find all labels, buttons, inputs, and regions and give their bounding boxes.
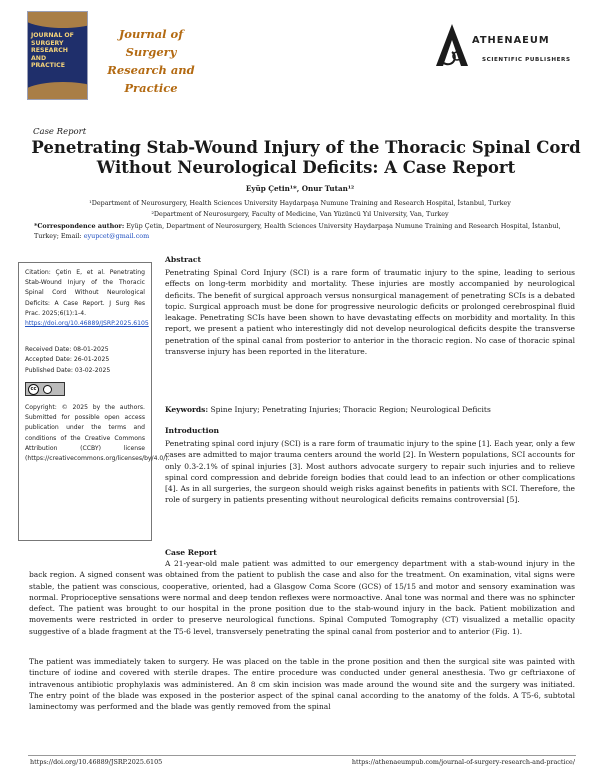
abstract-heading: Abstract: [165, 255, 202, 264]
case-report-text: [29, 558, 575, 637]
accepted-date: Accepted Date: 26-01-2025: [25, 356, 110, 364]
keywords-text: Spine Injury; Penetrating Injuries; Thoracic Region; Neurological Deficits: [208, 405, 491, 414]
article-type-label: Case Report: [33, 127, 87, 137]
correspondence: [34, 221, 569, 241]
keywords-label: Keywords:: [165, 405, 209, 414]
abstract-text: Penetrating Spinal Cord Injury (SCI) is a rare form of traumatic injury to the spine, leading to serious effects on long-term morbidity and mortality. These injuries are mostly accompanied by neurological deficits. The benefit of surgical approach versus nonsurgical management of penetrating SCIs is a debated topic. Surgical approach must be done for progressive neurologic deficits or prolonged cerebrospinal fluid leakage. Penetrating SCIs have been shown to have devastating effects on morbidity and mortality. In this report, we present a patient who interestingly did not develop neurological deficits despite the transverse penetration of the spinal canal from posterior to anterior in the thoracic region. No case of thoracic spinal transverse injury has been reported in the literature.: [165, 268, 575, 357]
athenaeum-logo-icon: [432, 22, 472, 68]
authors: Eyüp Çetin¹*, Onur Tutan¹²: [245, 184, 355, 193]
footer-journal-url: https://athenaeumpub.com/journal-of-surgery-research-and-practice/: [351, 758, 575, 766]
introduction-heading: Introduction: [165, 426, 220, 435]
case-report-paragraph-2: The patient was immediately taken to surgery. He was placed on the table in the prone position and then the surgical site was painted with tincture of iodine and covered with sterile drapes. The entire procedure was conducted under general anesthesia. Two gr ceftriaxone of intravenous antibiotic prophylaxis was administered. An 8 cm skin incision was made around the wound site and the surgery was initiated. The entry point of the blade was exposed in the posterior aspect of the spinal canal according to the anatomy of the folds. A T5-6, subtotal laminectomy was performed and the blade was gently removed from the spinal: [29, 657, 575, 712]
publisher-subtitle: SCIENTIFIC PUBLISHERS: [482, 57, 571, 63]
correspondence-email-link[interactable]: eyupcet@gmail.com: [83, 232, 150, 240]
cover-wave-decoration: [27, 82, 88, 100]
cc-by-license-icon: cc: [25, 382, 65, 396]
published-date: Published Date: 03-02-2025: [25, 366, 111, 374]
affiliation-2: ²Department of Neurosurgery, Faculty of Medicine, Van Yüzüncü Yıl University, Van, Turkey: [151, 210, 449, 218]
cover-wave-decoration: [27, 11, 88, 28]
copyright-text: Copyright: © 2025 by the authors. Submitted for possible open access publication under the terms and conditions of the Creative Commons Attribution (CCBY) license (https://creativecommons.org/licenses/by/4.0/).: [25, 404, 170, 463]
case-report-heading: Case Report: [165, 548, 217, 557]
correspondence-label: *Correspondence author:: [34, 222, 125, 230]
introduction-text: Penetrating spinal cord injury (SCI) is a rare form of traumatic injury to the spine [1]. Each year, only a few cases are admitted to major trauma centers around the world [2]. In Western populations, SCI accounts for only 0.3-2.1% of spinal injuries [3]. Most authors advocate surgery to repair such injuries and to relieve spinal cord compression and debride foreign bodies that could lead to an infection or other complications [4]. As in all surgeries, the surgeon should weigh risks against benefits in patients with SCI. Therefore, the role of surgery in patients presenting without neurological deficits remains controversial [5].: [165, 439, 575, 505]
journal-name: Journal of Surgery Research and Practice: [107, 27, 195, 95]
cover-text: JOURNAL OF SURGERY RESEARCH AND PRACTICE: [31, 32, 74, 70]
footer-doi: https://doi.org/10.46889/JSRP.2025.6105: [30, 758, 163, 766]
affiliation-1: ¹Department of Neurosurgery, Health Sciences University Haydarpaşa Numune Training and Research Hospital, İstanbul, Turkey: [89, 199, 511, 207]
footer-divider: [28, 755, 576, 756]
correspondence-text: Eyüp Çetin, Department of Neurosurgery, Health Sciences University Haydarpaşa Numune Training and Research Hospital, İstanbul, Turkey; Email:: [34, 222, 561, 240]
citation-text: Citation: Çetin E, et al. Penetrating Stab-Wound Injury of the Thoracic Spinal Cord Without Neurological Deficits: A Case Report. J Surg Res Prac. 2025;6(1):1-4.: [25, 269, 145, 317]
by-person-icon: [43, 385, 52, 394]
case-report-paragraph-1: A 21-year-old male patient was admitted to our emergency department with a stab-wound injury in the back region. A signed consent was obtained from the patient to publish the case and also for the treatment. On examination, vital signs were stable, the patient was conscious, cooperative, oriented, had a Glasgow Coma Score (GCS) of 15/15 and motor and sensory examination was normal. Proprioceptive sensations were normal and deep tendon reflexes were normoactive. Anal tone was normal and there was no sphincter defect. The patient was brought to our hospital in the prone position due to the stab-wound injury in the back. Patient mobilization and movements were restricted in order to preserve neurological functions. Spinal Computed Tomography (CT) visualized a metallic opacity suggestive of a blade fragment at the T5-6 level, transversely penetrating the spinal canal from posterior and to anterior (Fig. 1).: [29, 559, 575, 636]
article-title: Penetrating Stab-Wound Injury of the Thoracic Spinal Cord Without Neurological Deficits: A Case Report: [31, 138, 581, 177]
citation-sidebar: [18, 262, 170, 541]
publisher-name: ATHENAEUM: [472, 35, 550, 46]
journal-cover-thumbnail: [27, 11, 88, 100]
keywords: [165, 405, 491, 414]
received-date: Received Date: 08-01-2025: [25, 346, 109, 354]
sidebar-doi-link[interactable]: https://doi.org/10.46889/JSRP.2025.6105: [25, 320, 149, 328]
